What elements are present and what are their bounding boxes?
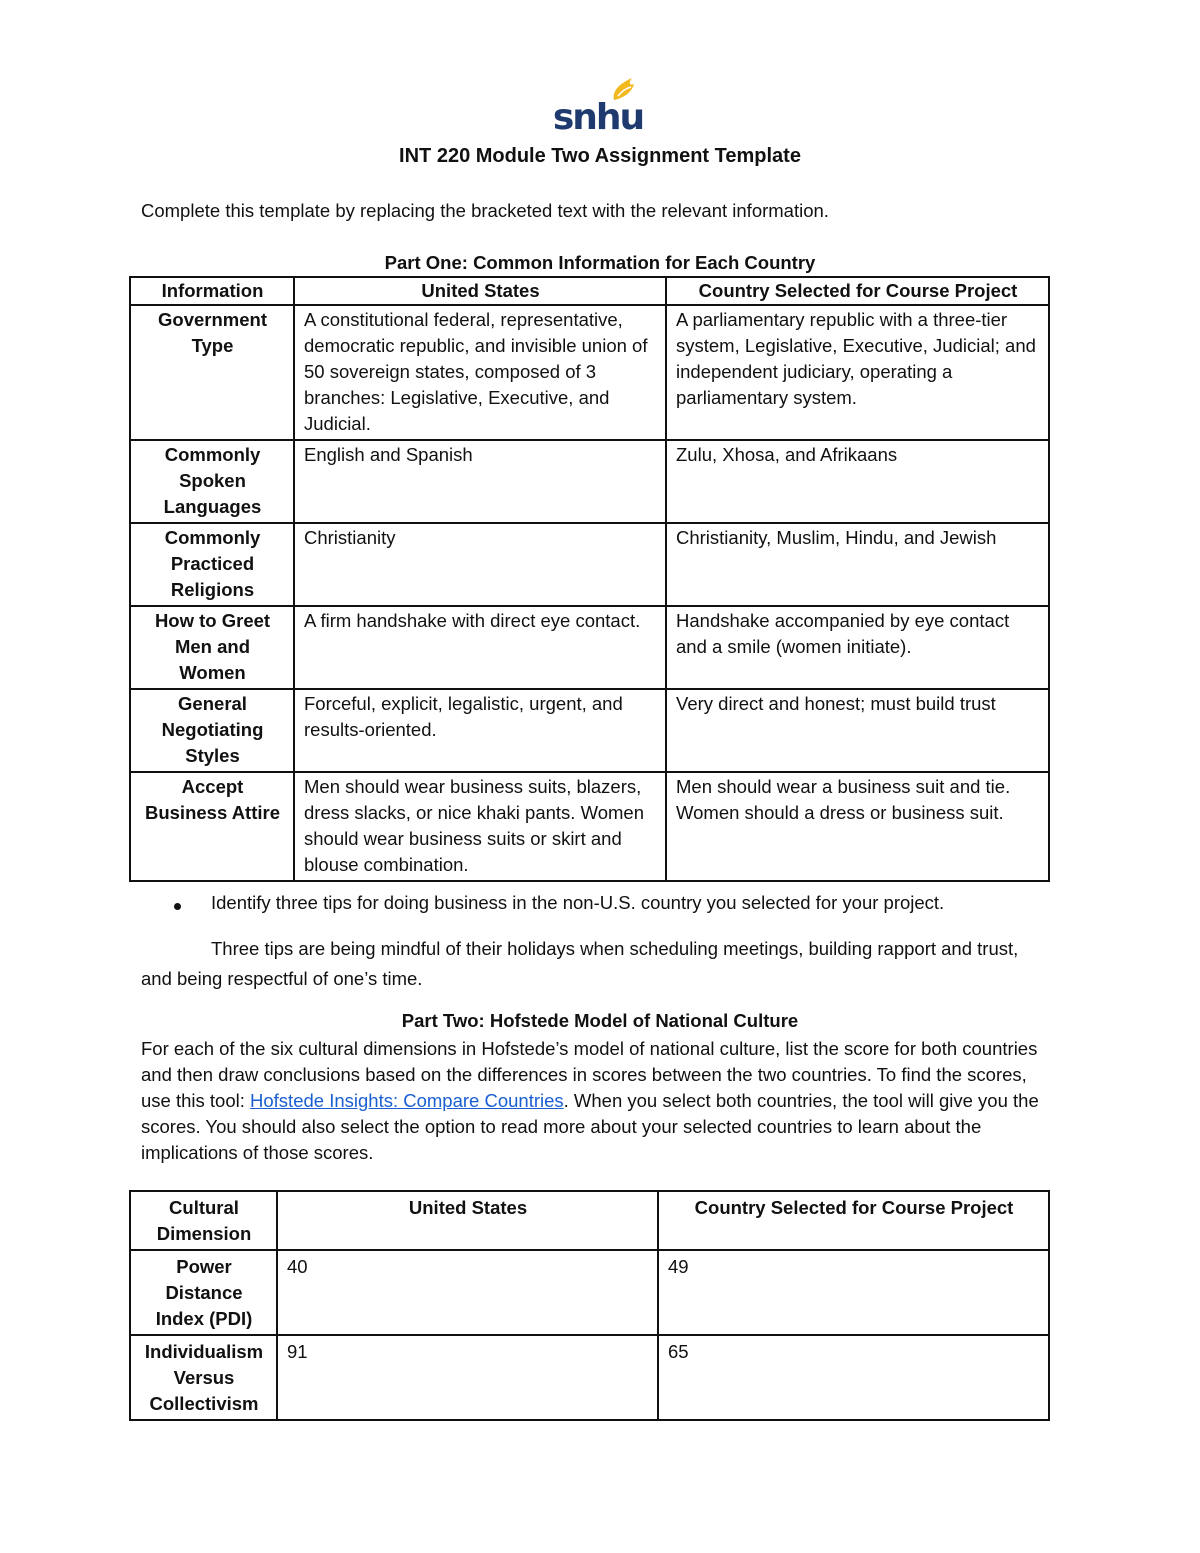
selected-value: Men should wear a business suit and tie. Women should a dress or business suit. xyxy=(666,772,1049,881)
table-row xyxy=(130,440,1049,523)
us-score: 91 xyxy=(277,1335,658,1420)
header-selected-country: Country Selected for Course Project xyxy=(658,1191,1049,1250)
us-value: English and Spanish xyxy=(294,440,666,523)
selected-score: 49 xyxy=(658,1250,1049,1335)
desc-after-link: . When you select both countries, the tool will give you the scores. You should also select the option to read more about your selected countries to learn about the implications of those scores. xyxy=(141,1090,1039,1163)
table-row xyxy=(130,1335,1049,1420)
selected-value: Christianity, Muslim, Hindu, and Jewish xyxy=(666,523,1049,606)
bullet-dot-icon xyxy=(174,903,181,910)
row-label: How to Greet Men and Women xyxy=(130,606,294,689)
table-header-row xyxy=(130,277,1049,305)
us-value: Christianity xyxy=(294,523,666,606)
table-row xyxy=(130,606,1049,689)
part-two-description xyxy=(141,1036,1061,1166)
logo-wordmark: snhu xyxy=(552,97,644,134)
row-label: Commonly Practiced Religions xyxy=(130,523,294,606)
tips-answer: Three tips are being mindful of their holidays when scheduling meetings, building rapport and trust, and being respectful of one’s time. xyxy=(141,938,1019,989)
part-one-title: Part One: Common Information for Each Country xyxy=(384,252,816,273)
hofstede-table xyxy=(129,1190,1050,1421)
part-two-title: Part Two: Hofstede Model of National Culture xyxy=(401,1010,799,1031)
header-united-states: United States xyxy=(277,1191,658,1250)
us-value: Men should wear business suits, blazers, dress slacks, or nice khaki pants. Women should wear business suits or skirt and blouse combination. xyxy=(294,772,666,881)
table-row xyxy=(130,772,1049,881)
common-info-table xyxy=(129,276,1050,882)
selected-score: 65 xyxy=(658,1335,1049,1420)
desc-before-link: For each of the six cultural dimensions in Hofstede’s model of national culture, list the score for both countries and then draw conclusions based on the differences in scores between the two countries. To find the scores, use this tool: xyxy=(141,1038,1038,1111)
table-row xyxy=(130,1250,1049,1335)
header-selected-country: Country Selected for Course Project xyxy=(666,277,1049,305)
table-row xyxy=(130,305,1049,440)
snhu-logo xyxy=(552,74,644,134)
intro-text: Complete this template by replacing the bracketed text with the relevant information. xyxy=(141,200,829,221)
selected-value: Very direct and honest; must build trust xyxy=(666,689,1049,772)
selected-value: A parliamentary republic with a three-tier system, Legislative, Executive, Judicial; and independent judiciary, operating a parliamentary system. xyxy=(666,305,1049,440)
flame-icon xyxy=(552,74,644,134)
selected-value: Handshake accompanied by eye contact and a smile (women initiate). xyxy=(666,606,1049,689)
table-row xyxy=(130,689,1049,772)
row-label: Power Distance Index (PDI) xyxy=(130,1250,277,1335)
us-value: Forceful, explicit, legalistic, urgent, and results-oriented. xyxy=(294,689,666,772)
bullet-text: Identify three tips for doing business in the non-U.S. country you selected for your project. xyxy=(211,892,945,913)
us-score: 40 xyxy=(277,1250,658,1335)
header-united-states: United States xyxy=(294,277,666,305)
us-value: A constitutional federal, representative, democratic republic, and invisible union of 50 sovereign states, composed of 3 branches: Legislative, Executive, and Judicial. xyxy=(294,305,666,440)
header-cultural-dimension: Cultural Dimension xyxy=(130,1191,277,1250)
hofstede-compare-link[interactable]: Hofstede Insights: Compare Countries xyxy=(250,1090,564,1111)
row-label: General Negotiating Styles xyxy=(130,689,294,772)
us-value: A firm handshake with direct eye contact. xyxy=(294,606,666,689)
row-label: Accept Business Attire xyxy=(130,772,294,881)
document-title: INT 220 Module Two Assignment Template xyxy=(399,145,801,167)
row-label: Government Type xyxy=(130,305,294,440)
row-label: Individualism Versus Collectivism xyxy=(130,1335,277,1420)
header-information: Information xyxy=(130,277,294,305)
table-header-row xyxy=(130,1191,1049,1250)
table-row xyxy=(130,523,1049,606)
row-label: Commonly Spoken Languages xyxy=(130,440,294,523)
selected-value: Zulu, Xhosa, and Afrikaans xyxy=(666,440,1049,523)
